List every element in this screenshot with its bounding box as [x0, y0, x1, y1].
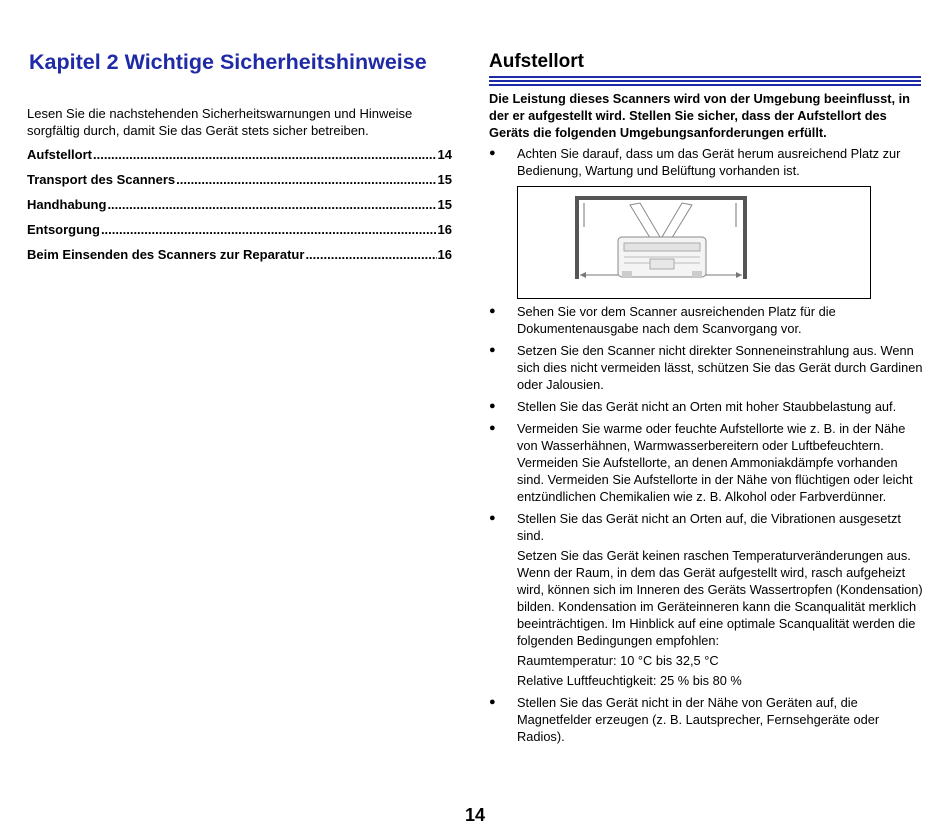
list-item-text: Stellen Sie das Gerät nicht an Orten mit hoher Staubbelastung auf. [517, 399, 897, 414]
toc-leader [93, 147, 437, 162]
clearance-wall-right [743, 196, 747, 279]
toc-entry-entsorgung[interactable] [27, 222, 452, 247]
toc-label[interactable]: Beim Einsenden des Scanners zur Reparatur [27, 247, 305, 262]
table-of-contents [27, 147, 452, 272]
scanner-tray-right [662, 203, 692, 241]
scanner-clearance-diagram [517, 186, 871, 299]
bullet-list-top [489, 145, 924, 179]
toc-entry-reparatur[interactable] [27, 247, 452, 272]
list-item-text: Achten Sie darauf, dass um das Gerät herum ausreichend Platz zur Bedienung, Wartung und Belüftung vorhanden ist. [517, 146, 901, 178]
bullet-icon: ● [489, 305, 496, 317]
toc-label[interactable]: Transport des Scanners [27, 172, 176, 187]
bullet-icon: ● [489, 147, 496, 159]
list-item [489, 303, 924, 337]
title-rule [489, 76, 921, 78]
toc-entry-handhabung[interactable] [27, 197, 452, 222]
bullet-icon: ● [489, 422, 496, 434]
toc-page[interactable]: 16 [437, 247, 452, 262]
section-title: Aufstellort [489, 51, 584, 72]
intro-text: Lesen Sie die nachstehenden Sicherheitswarnungen und Hinweise sorgfältig durch, damit Sie das Gerät stets sicher betreiben. [27, 106, 413, 138]
toc-leader [101, 222, 437, 237]
toc-page[interactable]: 15 [437, 197, 452, 212]
bullet-icon: ● [489, 512, 496, 524]
room-temperature: Raumtemperatur: 10 °C bis 32,5 °C [517, 653, 719, 668]
bullet-list-bottom [489, 303, 924, 750]
scanner-tray-left [630, 203, 660, 241]
clearance-wall-top [575, 196, 747, 200]
list-item [489, 694, 924, 745]
section-lead: Die Leistung dieses Scanners wird von der Umgebung beeinflusst, in der er aufgestellt wird. Stellen Sie sicher, dass der Aufstellort des Geräts die folgenden Umgebungsanforderungen erfüllt. [489, 91, 910, 140]
title-rule [489, 80, 921, 82]
scanner-clearance-illustration [518, 187, 870, 298]
list-item [489, 342, 924, 393]
list-item-text: Stellen Sie das Gerät nicht in der Nähe von Geräten auf, die Magnetfelder erzeugen (z. B. Lautsprecher, Fernsehgeräte oder Radios). [517, 695, 880, 744]
toc-page[interactable]: 15 [437, 172, 452, 187]
bullet-icon: ● [489, 400, 496, 412]
bullet-icon: ● [489, 344, 496, 356]
title-rule [489, 84, 921, 86]
clearance-wall-left [575, 196, 579, 279]
temperature-note: Setzen Sie das Gerät keinen raschen Temperaturveränderungen aus. Wenn der Raum, in dem das Gerät aufgestellt wird, rasch aufgeheizt wird, können sich im Inneren des Geräts Wassertropfen (Kondensation) bilden. Kondensation im Geräteinneren kann die Scanqualität merklich beeinträchtigen. Im Hinblick auf eine optimale Scanqualität werden die folgenden Bedingungen empfohlen: [517, 548, 923, 648]
toc-page[interactable]: 14 [437, 147, 452, 162]
toc-label[interactable]: Entsorgung [27, 222, 100, 237]
list-item-text: Sehen Sie vor dem Scanner ausreichenden Platz für die Dokumentenausgabe nach dem Scanvorgang vor. [517, 304, 836, 336]
list-item-text: Setzen Sie den Scanner nicht direkter Sonneneinstrahlung aus. Wenn sich dies nicht vermeiden lässt, schützen Sie das Gerät durch Gardinen oder Jalousien. [517, 343, 923, 392]
list-item [489, 145, 924, 179]
list-item [489, 420, 924, 505]
list-item [489, 510, 924, 689]
page-number: 14 [464, 805, 486, 825]
list-item [489, 398, 924, 415]
toc-label[interactable]: Aufstellort [27, 147, 92, 162]
bullet-icon: ● [489, 696, 496, 708]
toc-leader [305, 247, 436, 262]
chapter-title: Kapitel 2 Wichtige Sicherheitshinweise [29, 50, 427, 74]
toc-label[interactable]: Handhabung [27, 197, 107, 212]
humidity: Relative Luftfeuchtigkeit: 25 % bis 80 % [517, 673, 742, 688]
toc-entry-transport[interactable] [27, 172, 452, 197]
toc-page[interactable]: 16 [437, 222, 452, 237]
list-item-text: Vermeiden Sie warme oder feuchte Aufstellorte wie z. B. in der Nähe von Wasserhähnen, Warmwasserbereitern oder Luftbefeuchtern. Vermeiden Sie Aufstellorte, an denen Ammoniakdämpfe vorhanden sind. Vermeiden Sie Aufstellorte in der Nähe von flüchtigen oder leicht entzündlichen Chemikalien wie z. B. Alkohol oder Farbverdünner. [517, 421, 913, 504]
toc-entry-aufstellort[interactable] [27, 147, 452, 172]
list-item-text: Stellen Sie das Gerät nicht an Orten auf, die Vibrationen ausgesetzt sind. [517, 511, 901, 543]
toc-leader [176, 172, 436, 187]
toc-leader [107, 197, 436, 212]
